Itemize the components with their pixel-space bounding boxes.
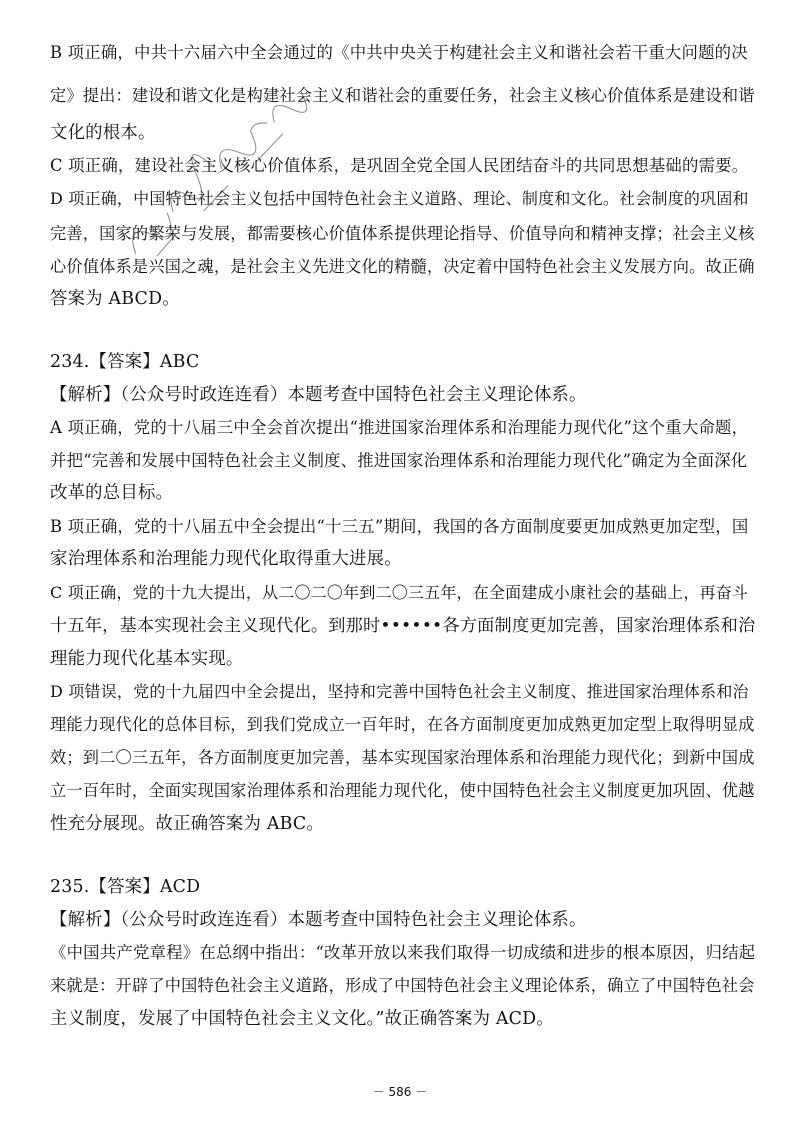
text-line: 十五年，基本实现社会主义现代化。到那时••••••各方面制度更加完善，国家治理体系和治 xyxy=(50,616,756,636)
text-line: D 项错误，党的十九届四中全会提出，坚持和完善中国特色社会主义制度、推进国家治理体系和治 xyxy=(50,682,749,701)
text-line: 改革的总目标。 xyxy=(50,483,174,503)
page-number: － 586 － xyxy=(372,1085,428,1099)
text-line: 理能力现代化的总体目标，到我们党成立一百年时，在各方面制度更加成熟更加定型上取得明显成 xyxy=(50,715,755,734)
analysis-line: 【解析】（公众号时政连连看）本题考查中国特色社会主义理论体系。 xyxy=(50,385,587,405)
text-line: C 项正确，建设社会主义核心价值体系，是巩固全党全国人民团结奋斗的共同思想基础的需要。 xyxy=(50,156,749,175)
text-line: 心价值体系是兴国之魂，是社会主义先进文化的精髓，决定着中国特色社会主义发展方向。故正确 xyxy=(50,257,755,276)
analysis-line: 【解析】（公众号时政连连看）本题考查中国特色社会主义理论体系。 xyxy=(50,910,587,930)
text-line: B 项正确，中共十六届六中全会通过的《中共中央关于构建社会主义和谐社会若干重大问题的决 xyxy=(50,43,748,62)
answer-heading-234: 234.【答案】ABC xyxy=(50,352,200,372)
text-line: 来就是：开辟了中国特色社会主义道路，形成了中国特色社会主义理论体系，确立了中国特色社会 xyxy=(50,976,755,995)
text-line: 答案为 ABCD。 xyxy=(50,289,180,309)
answer-heading-235: 235.【答案】ACD xyxy=(50,877,201,897)
text-line: 性充分展现。故正确答案为 ABC。 xyxy=(50,814,324,834)
text-line: 文化的根本。 xyxy=(50,123,156,143)
text-line: C 项正确，党的十九大提出，从二〇二〇年到二〇三五年，在全面建成小康社会的基础上，再奋斗 xyxy=(50,583,749,602)
text-line: 家治理体系和治理能力现代化取得重大进展。 xyxy=(50,549,402,569)
text-line: D 项正确，中国特色社会主义包括中国特色社会主义道路、理论、制度和文化。社会制度的巩固和 xyxy=(50,189,749,208)
text-line: 《中国共产党章程》在总纲中指出：“改革开放以来我们取得一切成绩和进步的根本原因，归结起 xyxy=(50,943,756,962)
text-line: 理能力现代化基本实现。 xyxy=(50,649,244,669)
text-line: A 项正确，党的十八届三中全会首次提出“推进国家治理体系和治理能力现代化”这个重大命题， xyxy=(50,418,749,437)
text-line: B 项正确，党的十八届五中全会提出“十三五”期间，我国的各方面制度要更加成熟更加定型，国 xyxy=(50,517,749,536)
text-line: 并把“完善和发展中国特色社会主义制度、推进国家治理体系和治理能力现代化”确定为全面深化 xyxy=(50,451,748,470)
text-line: 完善，国家的繁荣与发展，都需要核心价值体系提供理论指导、价值导向和精神支撑；社会主义核 xyxy=(50,224,755,243)
text-line: 定》提出：建设和谐文化是构建社会主义和谐社会的重要任务，社会主义核心价值体系是建设和谐 xyxy=(50,86,755,105)
text-line: 主义制度，发展了中国特色社会主义文化。”故正确答案为 ACD。 xyxy=(50,1009,554,1029)
text-line: 效；到二〇三五年，各方面制度更加完善，基本实现国家治理体系和治理能力现代化；到新中国成 xyxy=(50,748,755,767)
text-line: 立一百年时，全面实现国家治理体系和治理能力现代化，使中国特色社会主义制度更加巩固、优越 xyxy=(50,781,755,800)
